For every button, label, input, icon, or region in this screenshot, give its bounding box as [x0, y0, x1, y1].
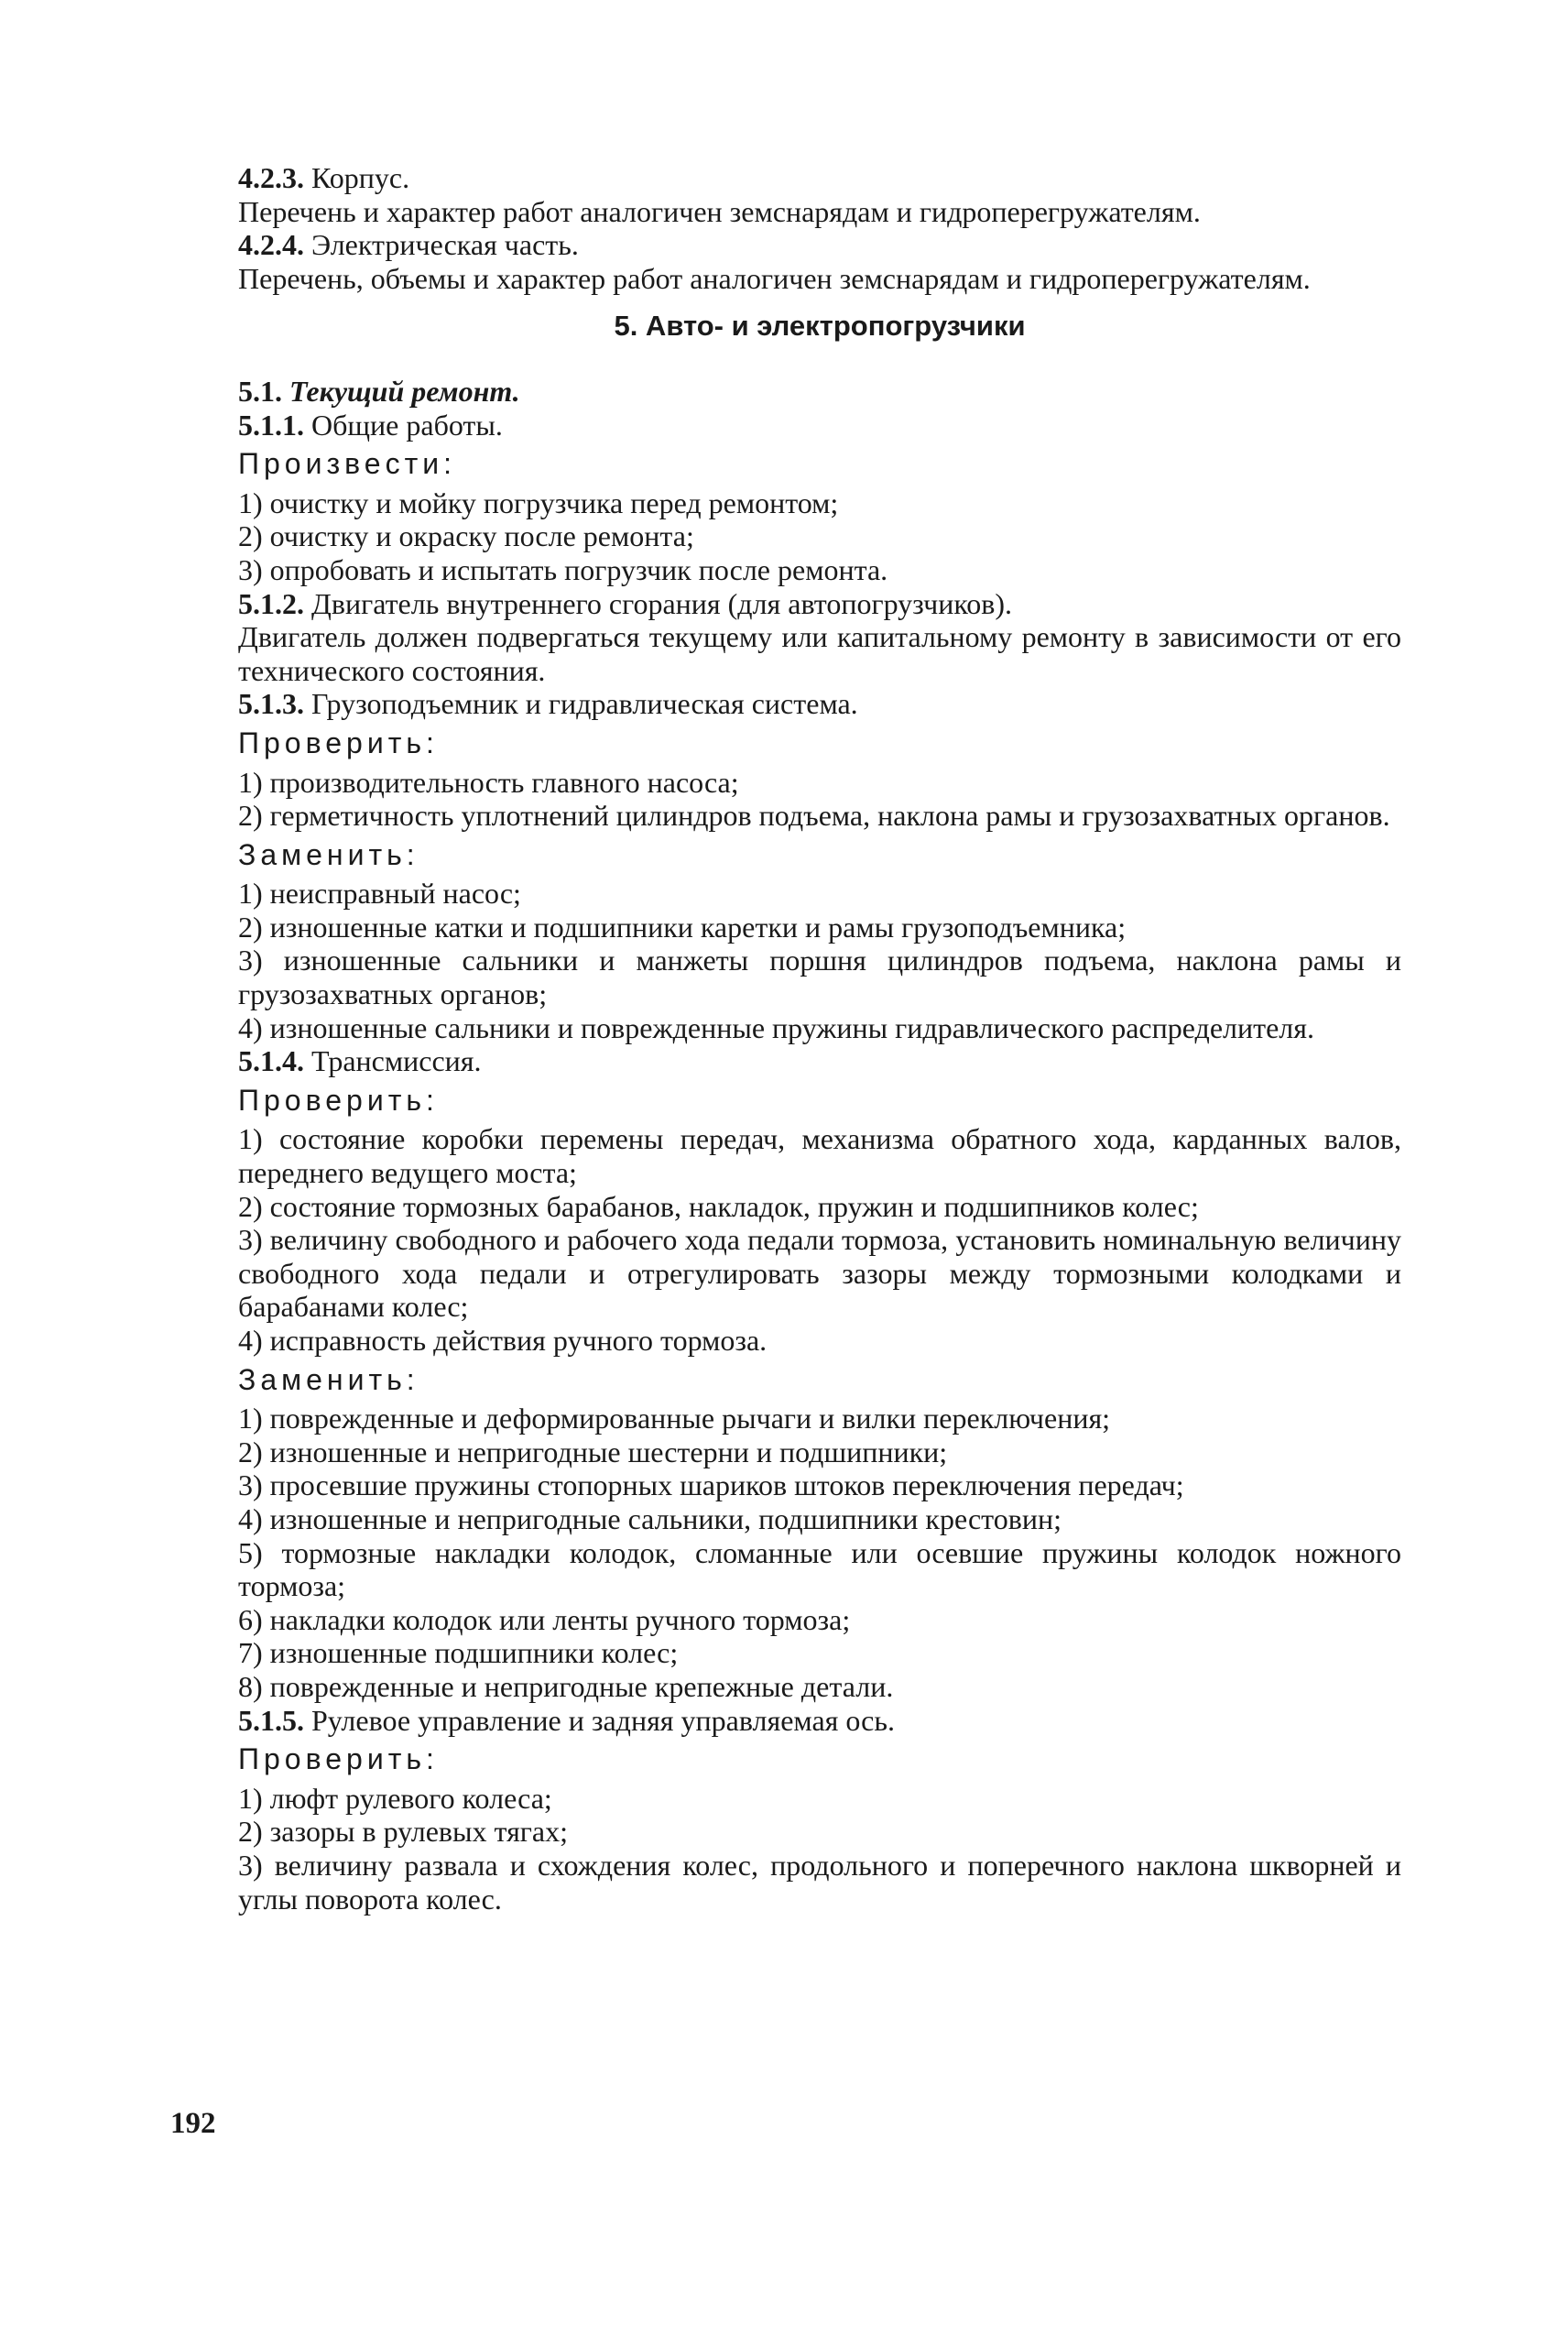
clause-5-1-2: [238, 587, 1401, 621]
list-item: 3) просевшие пружины стопорных шариков штоков переключения передач;: [238, 1468, 1184, 1502]
clause-number: 5.1.2.: [238, 586, 304, 620]
list-5-1-1: [238, 486, 1401, 587]
clause-5-1-1: [238, 409, 1401, 442]
list-item: 2) изношенные и непригодные шестерни и подшипники;: [238, 1435, 948, 1468]
list-item: 4) исправность действия ручного тормоза.: [238, 1324, 768, 1357]
clause-number: 5.1.5.: [238, 1703, 304, 1737]
section-title: 5. Авто- и электропогрузчики: [614, 310, 1026, 343]
list-5-1-4-replace: [238, 1402, 1401, 1703]
list-item: 3) величину развала и схождения колес, продольного и поперечного наклона шкворней и углы поворота колес.: [238, 1848, 1401, 1916]
clause-number: 5.1.4.: [238, 1044, 304, 1078]
list-item: 1) люфт рулевого колеса;: [238, 1781, 552, 1815]
action-label: Заменить:: [238, 837, 419, 871]
page-number: 192: [170, 2107, 216, 2140]
clause-title: Текущий ремонт.: [289, 374, 520, 408]
list-item: 2) изношенные катки и подшипники каретки и рамы грузоподъемника;: [238, 910, 1127, 944]
clause-number: 4.2.3.: [238, 161, 304, 194]
clause-title: Рулевое управление и задняя управляемая ось.: [311, 1703, 895, 1737]
clause-5-1-4: [238, 1044, 1401, 1078]
clause-number: 5.1.1.: [238, 408, 304, 442]
action-label: Проверить:: [238, 1742, 439, 1776]
paragraph-text: Перечень и характер работ аналогичен земснарядам и гидроперегружателям.: [238, 194, 1201, 228]
clause-title: Двигатель внутреннего сгорания (для автопогрузчиков).: [311, 586, 1013, 620]
list-item: 1) поврежденные и деформированные рычаги и вилки переключения;: [238, 1402, 1111, 1435]
list-item: 2) зазоры в рулевых тягах;: [238, 1815, 569, 1849]
clause-title: Грузоподъемник и гидравлическая система.: [311, 687, 858, 721]
list-item: 4) изношенные и непригодные сальники, подшипники крестовин;: [238, 1501, 1062, 1535]
clause-5-1-5: [238, 1704, 1401, 1738]
list-item: 6) накладки колодок или ленты ручного тормоза;: [238, 1602, 851, 1636]
clause-title: Трансмиссия.: [311, 1044, 482, 1078]
list-item: 5) тормозные накладки колодок, сломанные или осевшие пружины колодок ножного тормоза;: [238, 1535, 1401, 1603]
paragraph-text: Перечень, объемы и характер работ аналогичен земснарядам и гидроперегружателям.: [238, 261, 1311, 295]
list-item: 7) изношенные подшипники колес;: [238, 1636, 679, 1670]
list-item: 1) состояние коробки перемены передач, механизма обратного хода, карданных валов, переднего ведущего моста;: [238, 1122, 1401, 1190]
subsection-5-1: [238, 375, 1401, 409]
list-5-1-4-check: [238, 1122, 1401, 1357]
list-item: 1) производительность главного насоса;: [238, 765, 739, 799]
paragraph-4-2-4: [238, 228, 1401, 262]
list-item: 3) изношенные сальники и манжеты поршня цилиндров подъема, наклона рамы и грузозахватных органов;: [238, 944, 1401, 1011]
list-item: 8) поврежденные и непригодные крепежные детали.: [238, 1669, 894, 1703]
page-content: [238, 161, 1401, 1916]
list-item: 3) величину свободного и рабочего хода педали тормоза, установить номинальную величину свободного хода педали и отрегулировать зазоры между тормозными колодками и барабанами колес;: [238, 1223, 1401, 1324]
clause-title: Общие работы.: [311, 408, 503, 442]
list-5-1-3-check: [238, 766, 1401, 833]
list-item: 1) неисправный насос;: [238, 877, 521, 911]
clause-number: 5.1.3.: [238, 687, 304, 721]
clause-number: 5.1.: [238, 374, 282, 408]
list-item: 1) очистку и мойку погрузчика перед ремонтом;: [238, 486, 839, 519]
action-label: Проверить:: [238, 726, 439, 759]
list-item: 2) состояние тормозных барабанов, накладок, пружин и подшипников колес;: [238, 1189, 1199, 1223]
action-label: Произвести:: [238, 447, 456, 481]
list-item: 2) герметичность уплотнений цилиндров подъема, наклона рамы и грузозахватных органов.: [238, 799, 1390, 833]
list-item: 4) изношенные сальники и поврежденные пружины гидравлического распределителя.: [238, 1010, 1314, 1044]
list-5-1-3-replace: [238, 877, 1401, 1044]
action-label: Проверить:: [238, 1083, 439, 1117]
list-item: 2) очистку и окраску после ремонта;: [238, 519, 694, 553]
paragraph-text: Двигатель должен подвергаться текущему или капитальному ремонту в зависимости от его технического состояния.: [238, 620, 1401, 687]
clause-title: Корпус.: [311, 161, 410, 194]
list-item: 3) опробовать и испытать погрузчик после ремонта.: [238, 552, 888, 586]
clause-title: Электрическая часть.: [311, 228, 579, 262]
clause-number: 4.2.4.: [238, 228, 304, 262]
action-label: Заменить:: [238, 1362, 419, 1396]
list-5-1-5-check: [238, 1782, 1401, 1916]
clause-5-1-3: [238, 687, 1401, 721]
paragraph-4-2-3: [238, 161, 1401, 195]
